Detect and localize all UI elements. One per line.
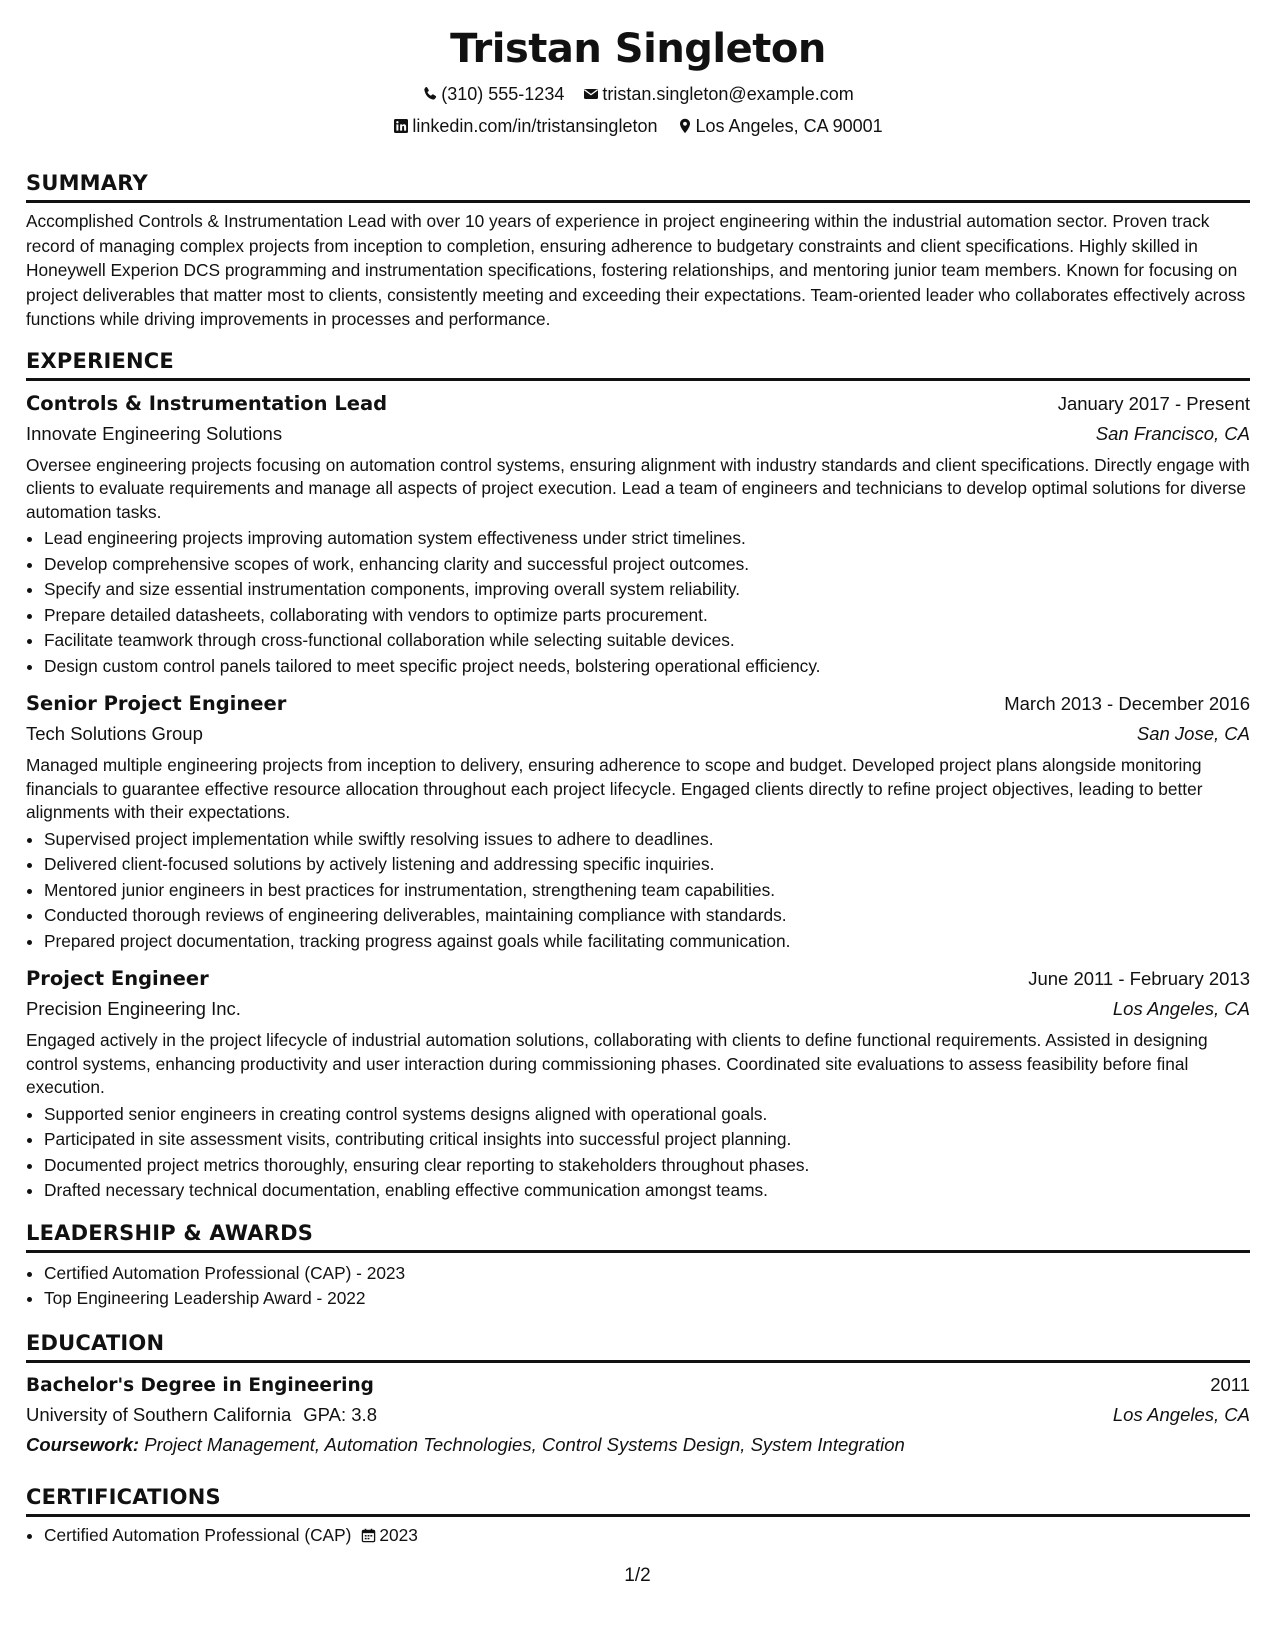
job-bullets — [26, 1102, 1250, 1204]
job-bullets — [26, 526, 1250, 679]
linkedin-contact[interactable] — [393, 114, 657, 138]
education-heading: EDUCATION — [26, 1328, 1250, 1363]
coursework-list: Project Management, Automation Technologies, Control Systems Design, System Integration — [144, 1433, 905, 1455]
email-text[interactable]: tristan.singleton@example.com — [602, 84, 854, 104]
certification-date: 2023 — [379, 1524, 418, 1545]
certification-name: Certified Automation Professional (CAP) — [44, 1524, 352, 1545]
job-dates: March 2013 - December 2016 — [1004, 693, 1250, 714]
envelope-icon — [583, 86, 599, 102]
graduation-year: 2011 — [1210, 1373, 1250, 1395]
linkedin-text[interactable]: linkedin.com/in/tristansingleton — [412, 116, 658, 136]
bullet-item: • Documented project metrics thoroughly, ensuring clear reporting to stakeholders throughout phases. — [44, 1153, 1250, 1179]
bullet-item: • Develop comprehensive scopes of work, enhancing clarity and successful project outcomes. — [44, 552, 1250, 578]
bullet-item: • Participated in site assessment visits, contributing critical insights into successful project planning. — [44, 1127, 1250, 1153]
experience-heading: EXPERIENCE — [26, 346, 1250, 381]
education-section — [26, 1328, 1250, 1460]
job-entry — [26, 964, 1250, 1204]
bullet-item: • Conducted thorough reviews of engineering deliverables, maintaining compliance with standards. — [44, 903, 1250, 929]
job-entry — [26, 689, 1250, 954]
job-description: Engaged actively in the project lifecycle of industrial automation solutions, collaborating with clients to define functional requirements. Assisted in designing control systems, enhancing productivity and user interaction during commissioning phases. Coordinated site evaluations to assess feasibility before final execution. — [26, 1030, 1208, 1097]
location-text: Los Angeles, CA 90001 — [695, 116, 883, 136]
summary-text: Accomplished Controls & Instrumentation Lead with over 10 years of experience in project engineering within the industrial automation sector. Proven track record of managing complex projects from inception to completion, ensuring adherence to budgetary constraints and client specifications. Highly skilled in Honeywell Experion DCS programming and instrumentation specifications, fostering relationships, and mentoring junior team members. Known for focusing on project deliverables that matter most to clients, consistently meeting and exceeding their expectations. Team-oriented leader who collaborates effectively across functions while driving improvements in processes and performance. — [26, 211, 1246, 329]
certifications-section — [26, 1482, 1250, 1549]
job-location: Los Angeles, CA — [1112, 998, 1250, 1019]
bullet-item: • Lead engineering projects improving automation system effectiveness under strict timelines. — [44, 526, 1250, 552]
coursework-label: Coursework: — [26, 1433, 140, 1455]
certifications-list — [26, 1523, 1250, 1549]
job-dates: January 2017 - Present — [1057, 392, 1250, 414]
bullet-item: • Design custom control panels tailored to meet specific project needs, bolstering operational efficiency. — [44, 654, 1250, 680]
job-location: San Francisco, CA — [1095, 422, 1250, 444]
bullet-item: • Mentored junior engineers in best practices for instrumentation, strengthening team capabilities. — [44, 878, 1250, 904]
bullet-item: • Specify and size essential instrumentation components, improving overall system reliability. — [44, 577, 1250, 603]
degree-name: Bachelor's Degree in Engineering — [26, 1374, 374, 1396]
summary-section — [26, 168, 1250, 332]
school-name: University of Southern California — [26, 1403, 292, 1425]
certifications-heading: CERTIFICATIONS — [26, 1482, 1250, 1517]
awards-list — [26, 1261, 1250, 1312]
awards-section — [26, 1218, 1250, 1312]
job-description: Oversee engineering projects focusing on automation control systems, ensuring alignment with industry standards and client specifications. Directly engage with clients to evaluate requirements and manage all aspects of project execution. Lead a team of engineers and technicians to develop optimal solutions for diverse automation tasks. — [26, 454, 1250, 522]
awards-heading: LEADERSHIP & AWARDS — [26, 1218, 1250, 1253]
bullet-item: • Facilitate teamwork through cross-functional collaboration while selecting suitable devices. — [44, 628, 1250, 654]
job-location: San Jose, CA — [1136, 723, 1250, 744]
certification-item — [44, 1523, 1250, 1549]
linkedin-icon — [393, 118, 409, 134]
job-entry — [26, 389, 1250, 680]
job-title: Controls & Instrumentation Lead — [26, 391, 388, 415]
job-bullets — [26, 827, 1250, 955]
map-pin-icon — [677, 118, 693, 134]
phone-contact — [422, 82, 564, 106]
email-contact[interactable] — [583, 82, 853, 106]
school-location: Los Angeles, CA — [1112, 1403, 1250, 1425]
summary-heading: SUMMARY — [26, 168, 1250, 203]
award-item: • Certified Automation Professional (CAP) - 2023 — [44, 1261, 1250, 1287]
bullet-item: • Prepared project documentation, tracking progress against goals while facilitating communication. — [44, 929, 1250, 955]
candidate-name: Tristan Singleton — [450, 26, 826, 72]
phone-icon — [422, 86, 438, 102]
job-title: Senior Project Engineer — [26, 692, 287, 715]
job-title: Project Engineer — [26, 967, 209, 990]
bullet-item: • Drafted necessary technical documentation, enabling effective communication amongst teams. — [44, 1178, 1250, 1204]
calendar-icon — [361, 1528, 376, 1543]
location-contact — [677, 114, 883, 138]
contact-line-1 — [26, 82, 1250, 106]
education-entry — [26, 1371, 1250, 1460]
bullet-item: • Prepare detailed datasheets, collaborating with vendors to optimize parts procurement. — [44, 603, 1250, 629]
company-name: Innovate Engineering Solutions — [26, 422, 283, 444]
company-name: Tech Solutions Group — [26, 723, 203, 744]
award-item: • Top Engineering Leadership Award - 2022 — [44, 1286, 1250, 1312]
job-dates: June 2011 - February 2013 — [1028, 968, 1250, 989]
page-number: 1/2 — [624, 1565, 651, 1586]
bullet-item: • Supervised project implementation while swiftly resolving issues to adhere to deadlines. — [44, 827, 1250, 853]
resume-page — [26, 22, 1250, 1548]
bullet-item: • Delivered client-focused solutions by actively listening and addressing specific inquiries. — [44, 852, 1250, 878]
experience-section — [26, 346, 1250, 1204]
job-description: Managed multiple engineering projects from inception to delivery, ensuring adherence to scope and budget. Developed project plans alongside monitoring financials to guarantee effective resource allocation throughout each project lifecycle. Engaged clients directly to refine project objectives, leading to better alignments with their expectations. — [26, 755, 1203, 822]
company-name: Precision Engineering Inc. — [26, 998, 241, 1019]
resume-header — [26, 22, 1250, 138]
coursework — [26, 1430, 1250, 1460]
gpa: GPA: 3.8 — [303, 1403, 377, 1425]
bullet-item: • Supported senior engineers in creating control systems designs aligned with operational goals. — [44, 1102, 1250, 1128]
contact-line-2 — [26, 114, 1250, 138]
phone-text: (310) 555-1234 — [441, 84, 565, 104]
